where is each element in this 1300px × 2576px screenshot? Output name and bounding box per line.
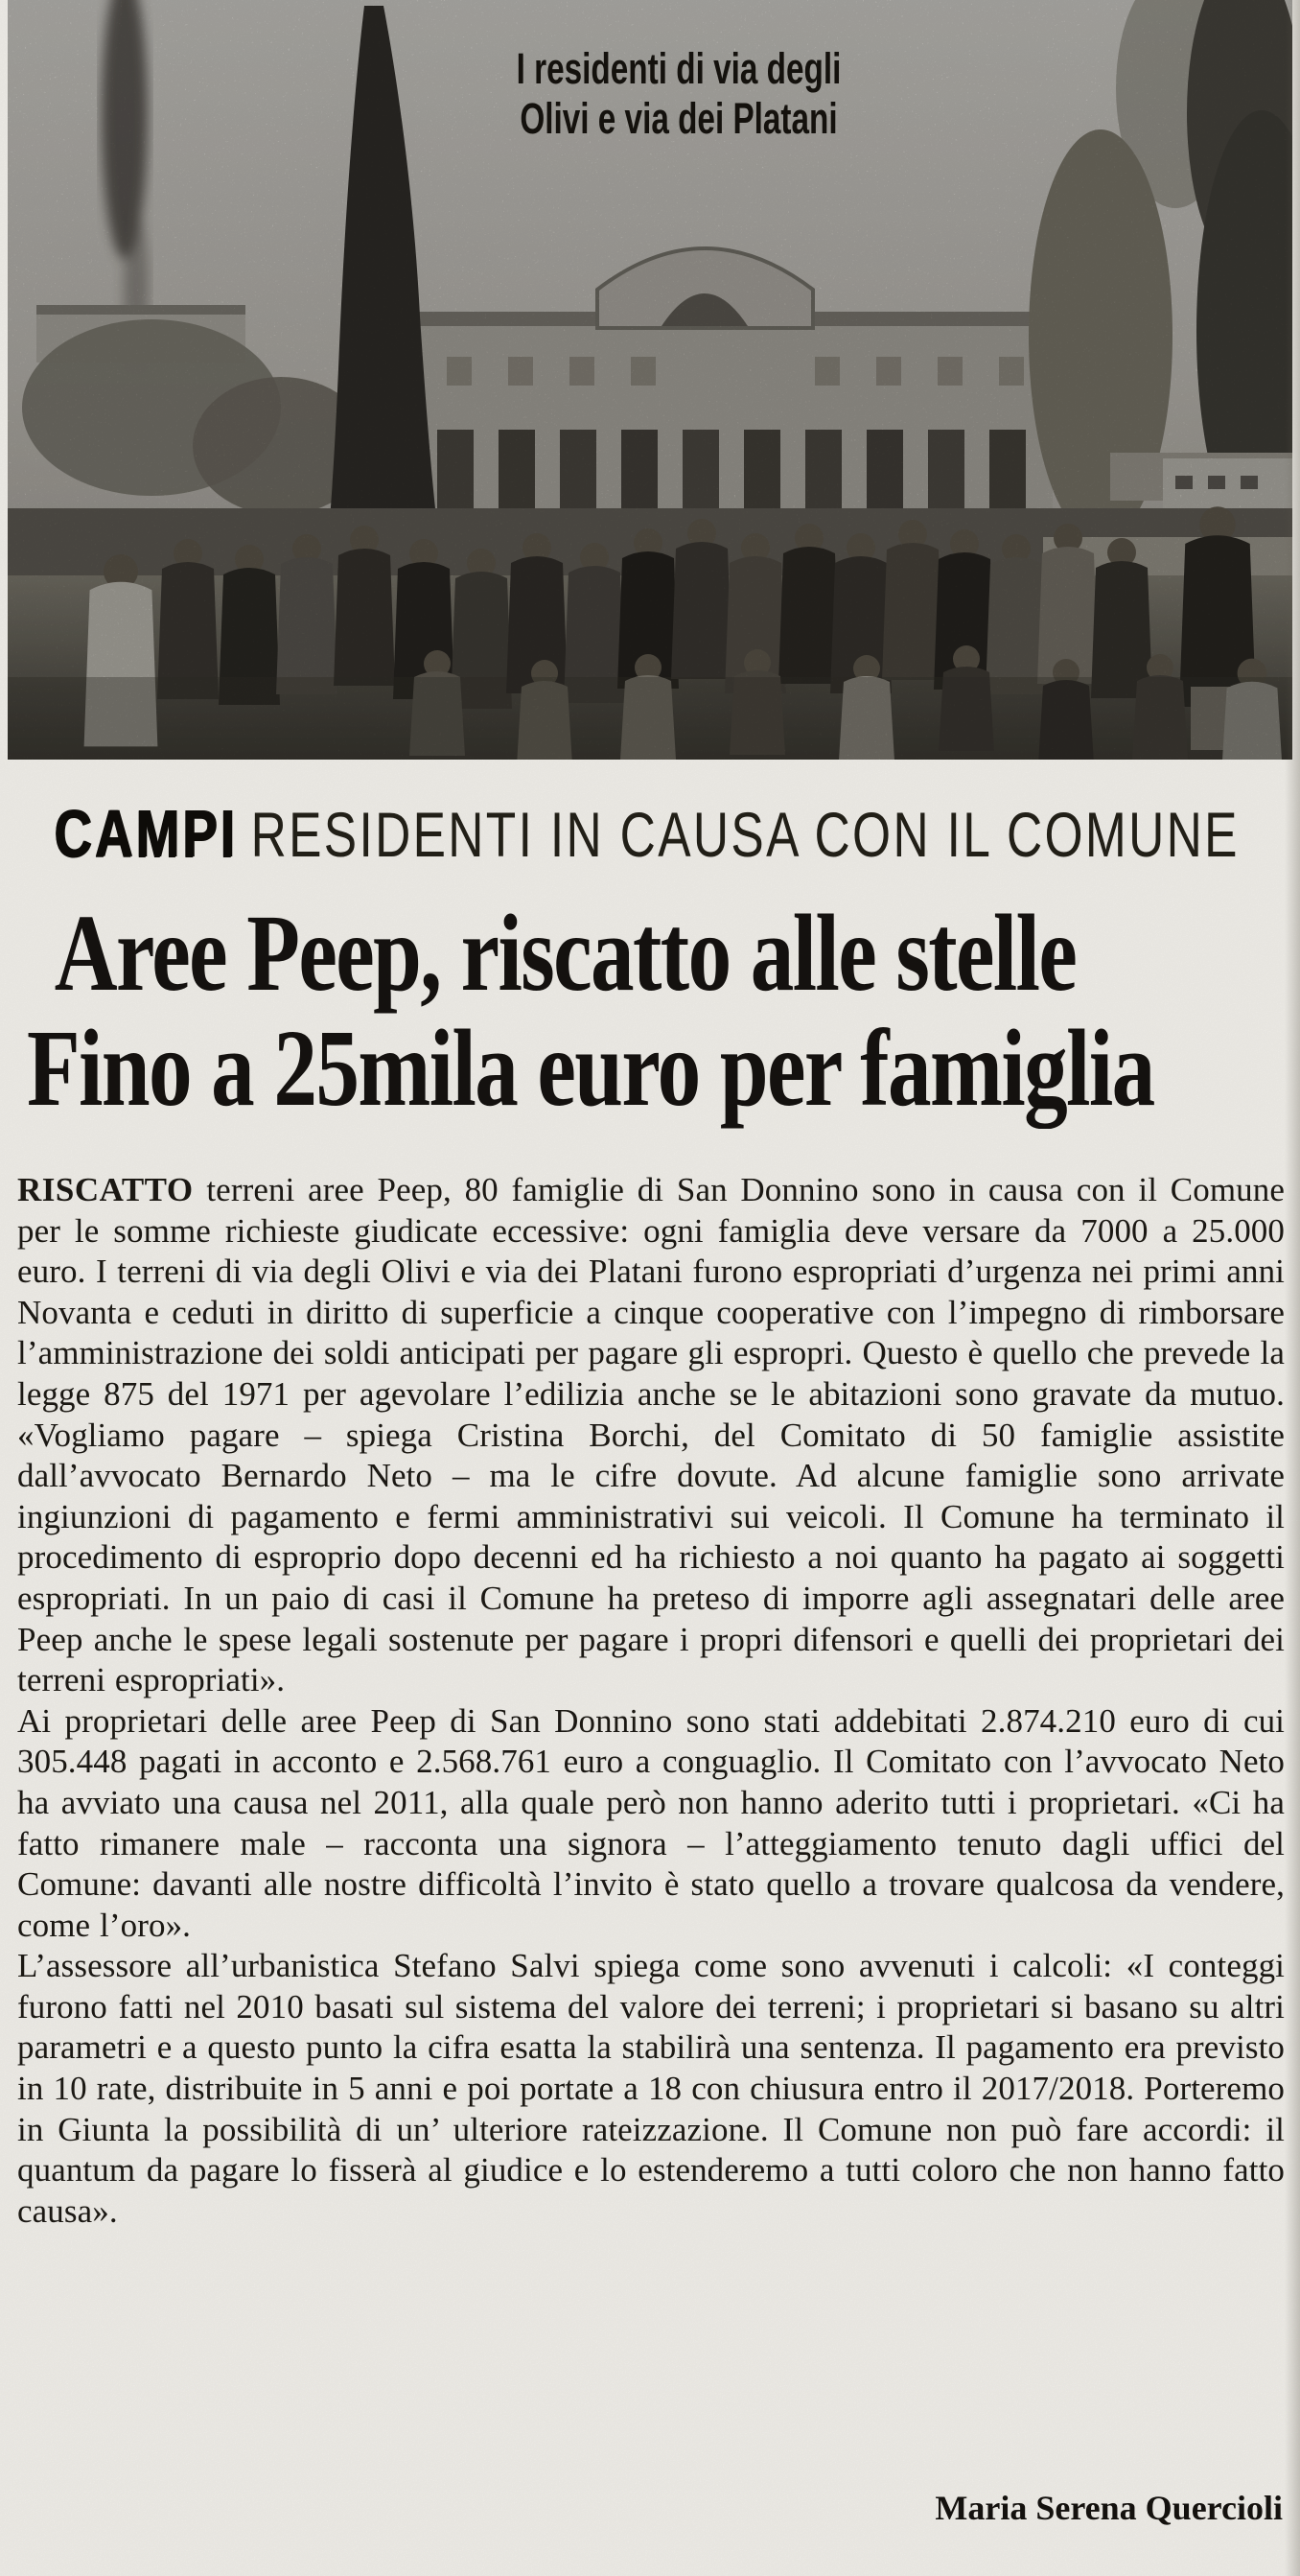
article-paragraph-text: terreni aree Peep, 80 famiglie di San Donnino sono in causa con il Comune per le somme richieste giudicate eccessive: ogni famiglia deve versare da 7000 a 25.000 euro. I terreni di via degli Olivi e via dei Platani furono espropriati d’urgenza nei primi anni Novanta e ceduti in diritto di superficie a cinque cooperative con l’impegno di rimborsare l’amministrazione dei soldi anticipati per pagare gli espropri. Questo è quello che prevede la legge 875 del 1971 per agevolare l’edilizia anche se le abitazioni sono gravate da mutuo. «Vogliamo pagare – spiega Cristina Borchi, del Comitato di 50 famiglie assistite dall’avvocato Bernardo Neto – ma le cifre dovute. Ad alcune famiglie sono arrivate ingiunzioni di pagamento e fermi amministrativi sui veicoli. Il Comune ha terminato il procedimento di esproprio dopo decenni ed ha richiesto a noi quanto ha pagato ai soggetti espropriati. In un paio di casi il Comune ha preteso di imporre agli assegnatari delle aree Peep anche le spese legali sostenute per pagare i propri difensori e quelli dei proprietari dei terreni espropriati». [17, 1171, 1285, 1699]
byline: Maria Serena Quercioli [935, 2489, 1283, 2527]
article-body [17, 1170, 1285, 2232]
article-lead-word: RISCATTO [17, 1171, 194, 1208]
headline-line2: Fino a 25mila euro per famiglia [27, 1007, 1154, 1129]
kicker-text: RESIDENTI IN CAUSA CON IL COMUNE [250, 799, 1240, 870]
headline [27, 892, 1300, 1129]
kicker-tag: CAMPI [54, 796, 238, 871]
headline-line1: Aree Peep, riscatto alle stelle [54, 892, 1077, 1014]
group-photo [8, 0, 1292, 760]
article-paragraph: Ai proprietari delle aree Peep di San Donnino sono stati addebitati 2.874.210 euro di cui 305.448 pagati in acconto e 2.568.761 euro a conguaglio. Il Comitato con l’avvocato Neto ha avviato una causa nel 2011, alla quale però non hanno aderito tutti i proprietari. «Ci ha fatto rimanere male – racconta una signora – l’atteggiamento tenuto dagli uffici del Comune: davanti alle nostre difficoltà l’invito è stato quello a trovare qualcosa da vendere, come l’oro». [17, 1701, 1285, 1944]
article-paragraph: L’assessore all’urbanistica Stefano Salvi spiega come sono avvenuti i calcoli: «I conteggi furono fatti nel 2010 basati sul sistema del valore dei terreni; i proprietari si basano su altri parametri e a questo punto la cifra esatta la stabilirà una sentenza. Il pagamento era previsto in 10 rate, distribuite in 5 anni e poi portate a 18 con chiusura entro il 2017/2018. Porteremo in Giunta la possibilità di un’ ulteriore rateizzazione. Il Comune non può fare accordi: il quantum da pagare lo fisserà al giudice e lo estenderemo a tutti coloro che non hanno fatto causa». [17, 1947, 1285, 2230]
photo-caption-line1: I residenti di via degli [516, 44, 842, 93]
photo-caption-line2: Olivi e via dei Platani [520, 94, 838, 143]
photo-caption [466, 44, 892, 144]
article-paragraph [17, 1170, 1285, 1701]
kicker [54, 796, 1300, 890]
